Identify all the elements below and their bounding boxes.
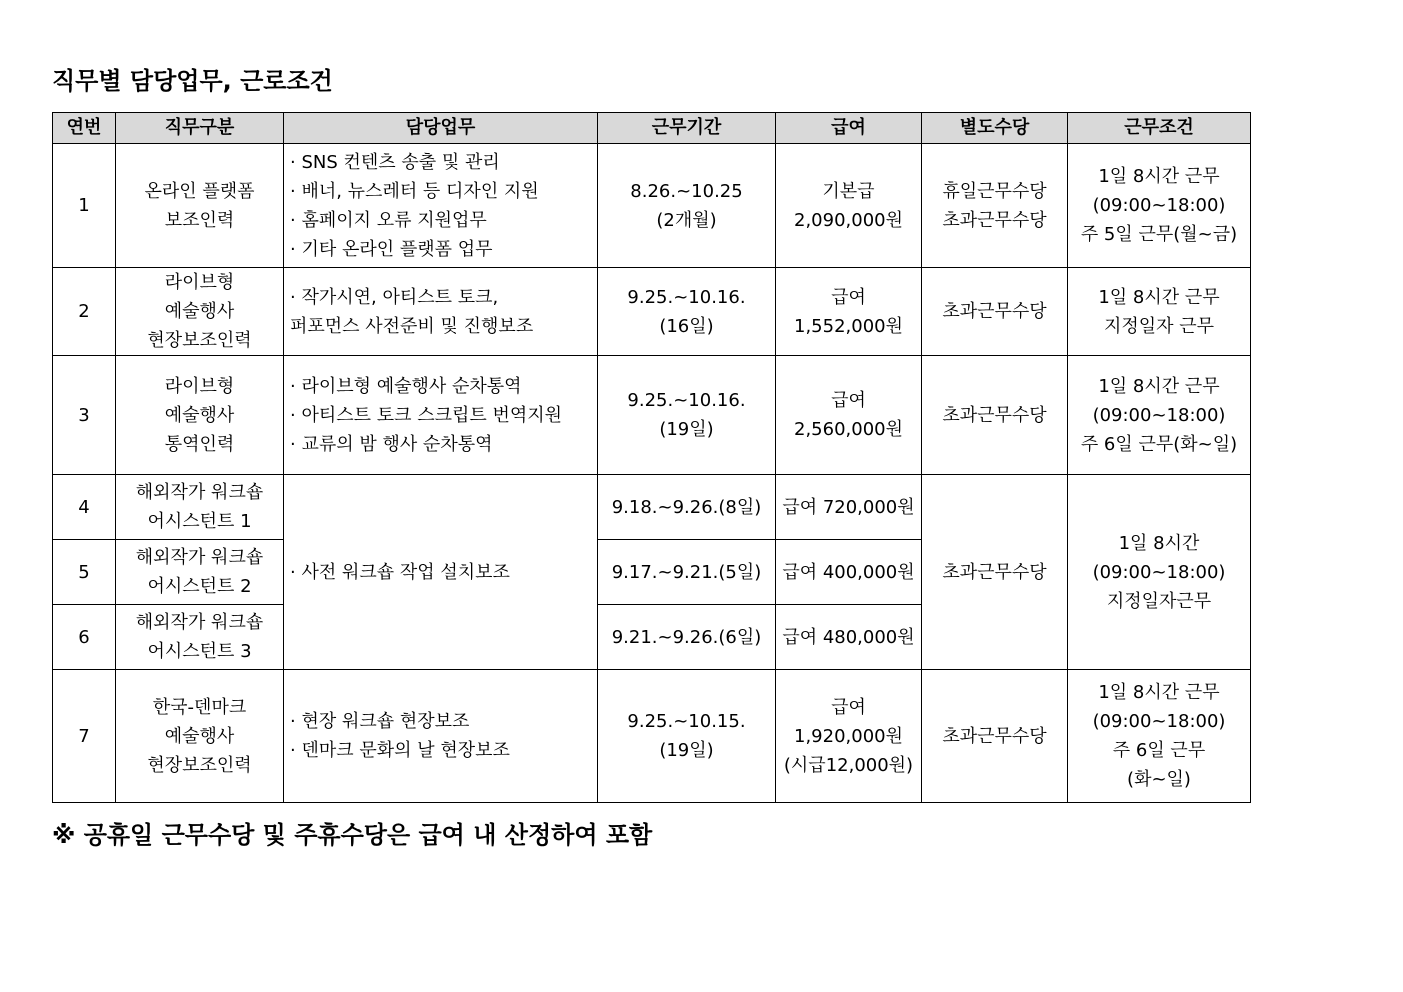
- cell-conditions: [1068, 356, 1251, 475]
- cell-job: [116, 670, 284, 803]
- footnote: ※ 공휴일 근무수당 및 주휴수당은 급여 내 산정하여 포함: [52, 821, 653, 849]
- job-line: 한국-덴마크: [152, 696, 247, 718]
- job-line: 온라인 플랫폼: [144, 180, 255, 202]
- period-line: 9.25.~10.15.: [627, 711, 746, 732]
- pay-line: 급여: [831, 286, 866, 308]
- header-pay: 급여: [776, 113, 922, 144]
- period-line: (19일): [659, 740, 714, 761]
- table-row: [53, 356, 1251, 475]
- cell-period: [598, 605, 776, 670]
- cell-job: [116, 356, 284, 475]
- period-line: 9.18.~9.26.(8일): [611, 496, 762, 518]
- period-line: 9.25.~10.16.: [627, 390, 746, 411]
- condition-line: 주 5일 근무(월~금): [1080, 224, 1238, 245]
- allowance-line: 초과근무수당: [942, 209, 1047, 231]
- job-line: 어시스턴트 1: [147, 511, 252, 532]
- duty-line: · 배너, 뉴스레터 등 디자인 지원: [290, 180, 539, 202]
- pay-line: 급여 480,000원: [782, 626, 915, 648]
- job-line: 예술행사: [164, 301, 235, 322]
- pay-line: 급여 400,000원: [782, 561, 915, 583]
- allowance-line: 초과근무수당: [942, 301, 1047, 322]
- cell-no: 3: [53, 356, 116, 475]
- cell-conditions: [1068, 144, 1251, 268]
- cell-period: [598, 540, 776, 605]
- cell-job: [116, 475, 284, 540]
- duty-line: · 라이브형 예술행사 순차통역: [290, 375, 522, 397]
- cell-duties: [284, 268, 598, 356]
- cell-pay: [776, 540, 922, 605]
- duty-line: · 덴마크 문화의 날 현장보조: [290, 740, 510, 761]
- job-line: 통역인력: [164, 433, 235, 455]
- table-row: [53, 475, 1251, 540]
- table-header-row: [53, 113, 1251, 144]
- duty-line: · 사전 워크숍 작업 설치보조: [290, 561, 510, 583]
- cell-period: [598, 144, 776, 268]
- job-line: 어시스턴트 3: [147, 641, 252, 662]
- cell-conditions: [1068, 670, 1251, 803]
- duty-line: · 아티스트 토크 스크립트 번역지원: [290, 404, 563, 426]
- cell-allowance-workshop: [922, 475, 1068, 670]
- job-line: 어시스턴트 2: [147, 576, 252, 597]
- cell-allowance: [922, 670, 1068, 803]
- cell-pay: [776, 670, 922, 803]
- cell-duties-workshop: [284, 475, 598, 670]
- cell-no: 5: [53, 540, 116, 605]
- pay-line: 1,552,000원: [794, 315, 903, 337]
- period-line: (16일): [659, 315, 714, 337]
- cell-no: 1: [53, 144, 116, 268]
- duty-line: · 현장 워크숍 현장보조: [290, 711, 470, 732]
- job-line: 라이브형: [164, 272, 235, 293]
- condition-line: (09:00~18:00): [1092, 404, 1226, 426]
- duty-line: · 홈페이지 오류 지원업무: [290, 209, 487, 231]
- period-line: (19일): [659, 419, 714, 440]
- cell-duties: [284, 356, 598, 475]
- cell-conditions-workshop: [1068, 475, 1251, 670]
- cell-no: 7: [53, 670, 116, 803]
- pay-line: 급여: [831, 696, 866, 718]
- cell-pay: [776, 268, 922, 356]
- job-line: 현장보조인력: [147, 754, 252, 776]
- header-no: 연번: [53, 113, 116, 144]
- header-conditions: 근무조건: [1068, 113, 1251, 144]
- job-line: 예술행사: [164, 725, 235, 747]
- condition-line: (09:00~18:00): [1092, 711, 1226, 732]
- condition-line: 지정일자근무: [1106, 590, 1212, 612]
- cell-pay: [776, 475, 922, 540]
- pay-line: 2,090,000원: [794, 209, 903, 231]
- job-conditions-table: [52, 112, 1251, 803]
- job-line: 해외작가 워크숍: [135, 612, 264, 633]
- condition-line: 1일 8시간: [1118, 532, 1200, 554]
- condition-line: 1일 8시간 근무: [1098, 375, 1220, 397]
- period-line: (2개월): [656, 209, 717, 231]
- cell-no: 6: [53, 605, 116, 670]
- condition-line: (화~일): [1127, 769, 1191, 790]
- job-line: 라이브형: [164, 375, 235, 397]
- pay-line: (시급12,000원): [783, 754, 914, 776]
- cell-job: [116, 144, 284, 268]
- duty-line: · 기타 온라인 플랫폼 업무: [290, 238, 493, 260]
- allowance-line: 휴일근무수당: [942, 180, 1047, 202]
- cell-period: [598, 356, 776, 475]
- header-duties: 담당업무: [284, 113, 598, 144]
- header-job: 직무구분: [116, 113, 284, 144]
- allowance-line: 초과근무수당: [942, 561, 1047, 583]
- duty-line: · 작가시연, 아티스트 토크,: [290, 286, 499, 308]
- job-line: 보조인력: [164, 209, 235, 231]
- cell-duties: [284, 144, 598, 268]
- condition-line: 1일 8시간 근무: [1098, 286, 1220, 308]
- condition-line: 주 6일 근무: [1112, 740, 1206, 761]
- allowance-line: 초과근무수당: [942, 725, 1047, 747]
- duty-line: 퍼포먼스 사전준비 및 진행보조: [290, 315, 534, 337]
- condition-line: (09:00~18:00): [1092, 561, 1226, 583]
- cell-allowance: [922, 356, 1068, 475]
- pay-line: 기본급: [822, 180, 875, 202]
- allowance-line: 초과근무수당: [942, 404, 1047, 426]
- pay-line: 1,920,000원: [794, 725, 903, 747]
- period-line: 8.26.~10.25: [630, 180, 743, 202]
- cell-job: [116, 605, 284, 670]
- period-line: 9.25.~10.16.: [627, 286, 746, 308]
- pay-line: 2,560,000원: [794, 419, 903, 440]
- cell-pay: [776, 605, 922, 670]
- cell-no: 4: [53, 475, 116, 540]
- cell-conditions: [1068, 268, 1251, 356]
- table-row: [53, 144, 1251, 268]
- period-line: 9.21.~9.26.(6일): [611, 626, 762, 648]
- cell-no: 2: [53, 268, 116, 356]
- period-line: 9.17.~9.21.(5일): [611, 561, 762, 583]
- duty-line: · SNS 컨텐츠 송출 및 관리: [290, 151, 500, 173]
- cell-duties: [284, 670, 598, 803]
- cell-job: [116, 268, 284, 356]
- table-row: [53, 670, 1251, 803]
- cell-period: [598, 268, 776, 356]
- cell-period: [598, 670, 776, 803]
- cell-period: [598, 475, 776, 540]
- page-title: 직무별 담당업무, 근로조건: [52, 67, 333, 95]
- job-line: 해외작가 워크숍: [135, 482, 264, 503]
- table-row: [53, 268, 1251, 356]
- condition-line: 주 6일 근무(화~일): [1080, 433, 1238, 455]
- cell-pay: [776, 144, 922, 268]
- condition-line: 1일 8시간 근무: [1098, 682, 1220, 703]
- header-allowance: 별도수당: [922, 113, 1068, 144]
- pay-line: 급여 720,000원: [782, 496, 915, 518]
- condition-line: (09:00~18:00): [1092, 195, 1226, 216]
- cell-allowance: [922, 144, 1068, 268]
- cell-allowance: [922, 268, 1068, 356]
- condition-line: 지정일자 근무: [1103, 315, 1215, 337]
- condition-line: 1일 8시간 근무: [1098, 166, 1220, 187]
- job-line: 현장보조인력: [147, 330, 252, 351]
- header-period: 근무기간: [598, 113, 776, 144]
- cell-pay: [776, 356, 922, 475]
- job-line: 예술행사: [164, 404, 235, 426]
- cell-job: [116, 540, 284, 605]
- job-line: 해외작가 워크숍: [135, 547, 264, 568]
- duty-line: · 교류의 밤 행사 순차통역: [290, 433, 493, 455]
- pay-line: 급여: [831, 390, 866, 411]
